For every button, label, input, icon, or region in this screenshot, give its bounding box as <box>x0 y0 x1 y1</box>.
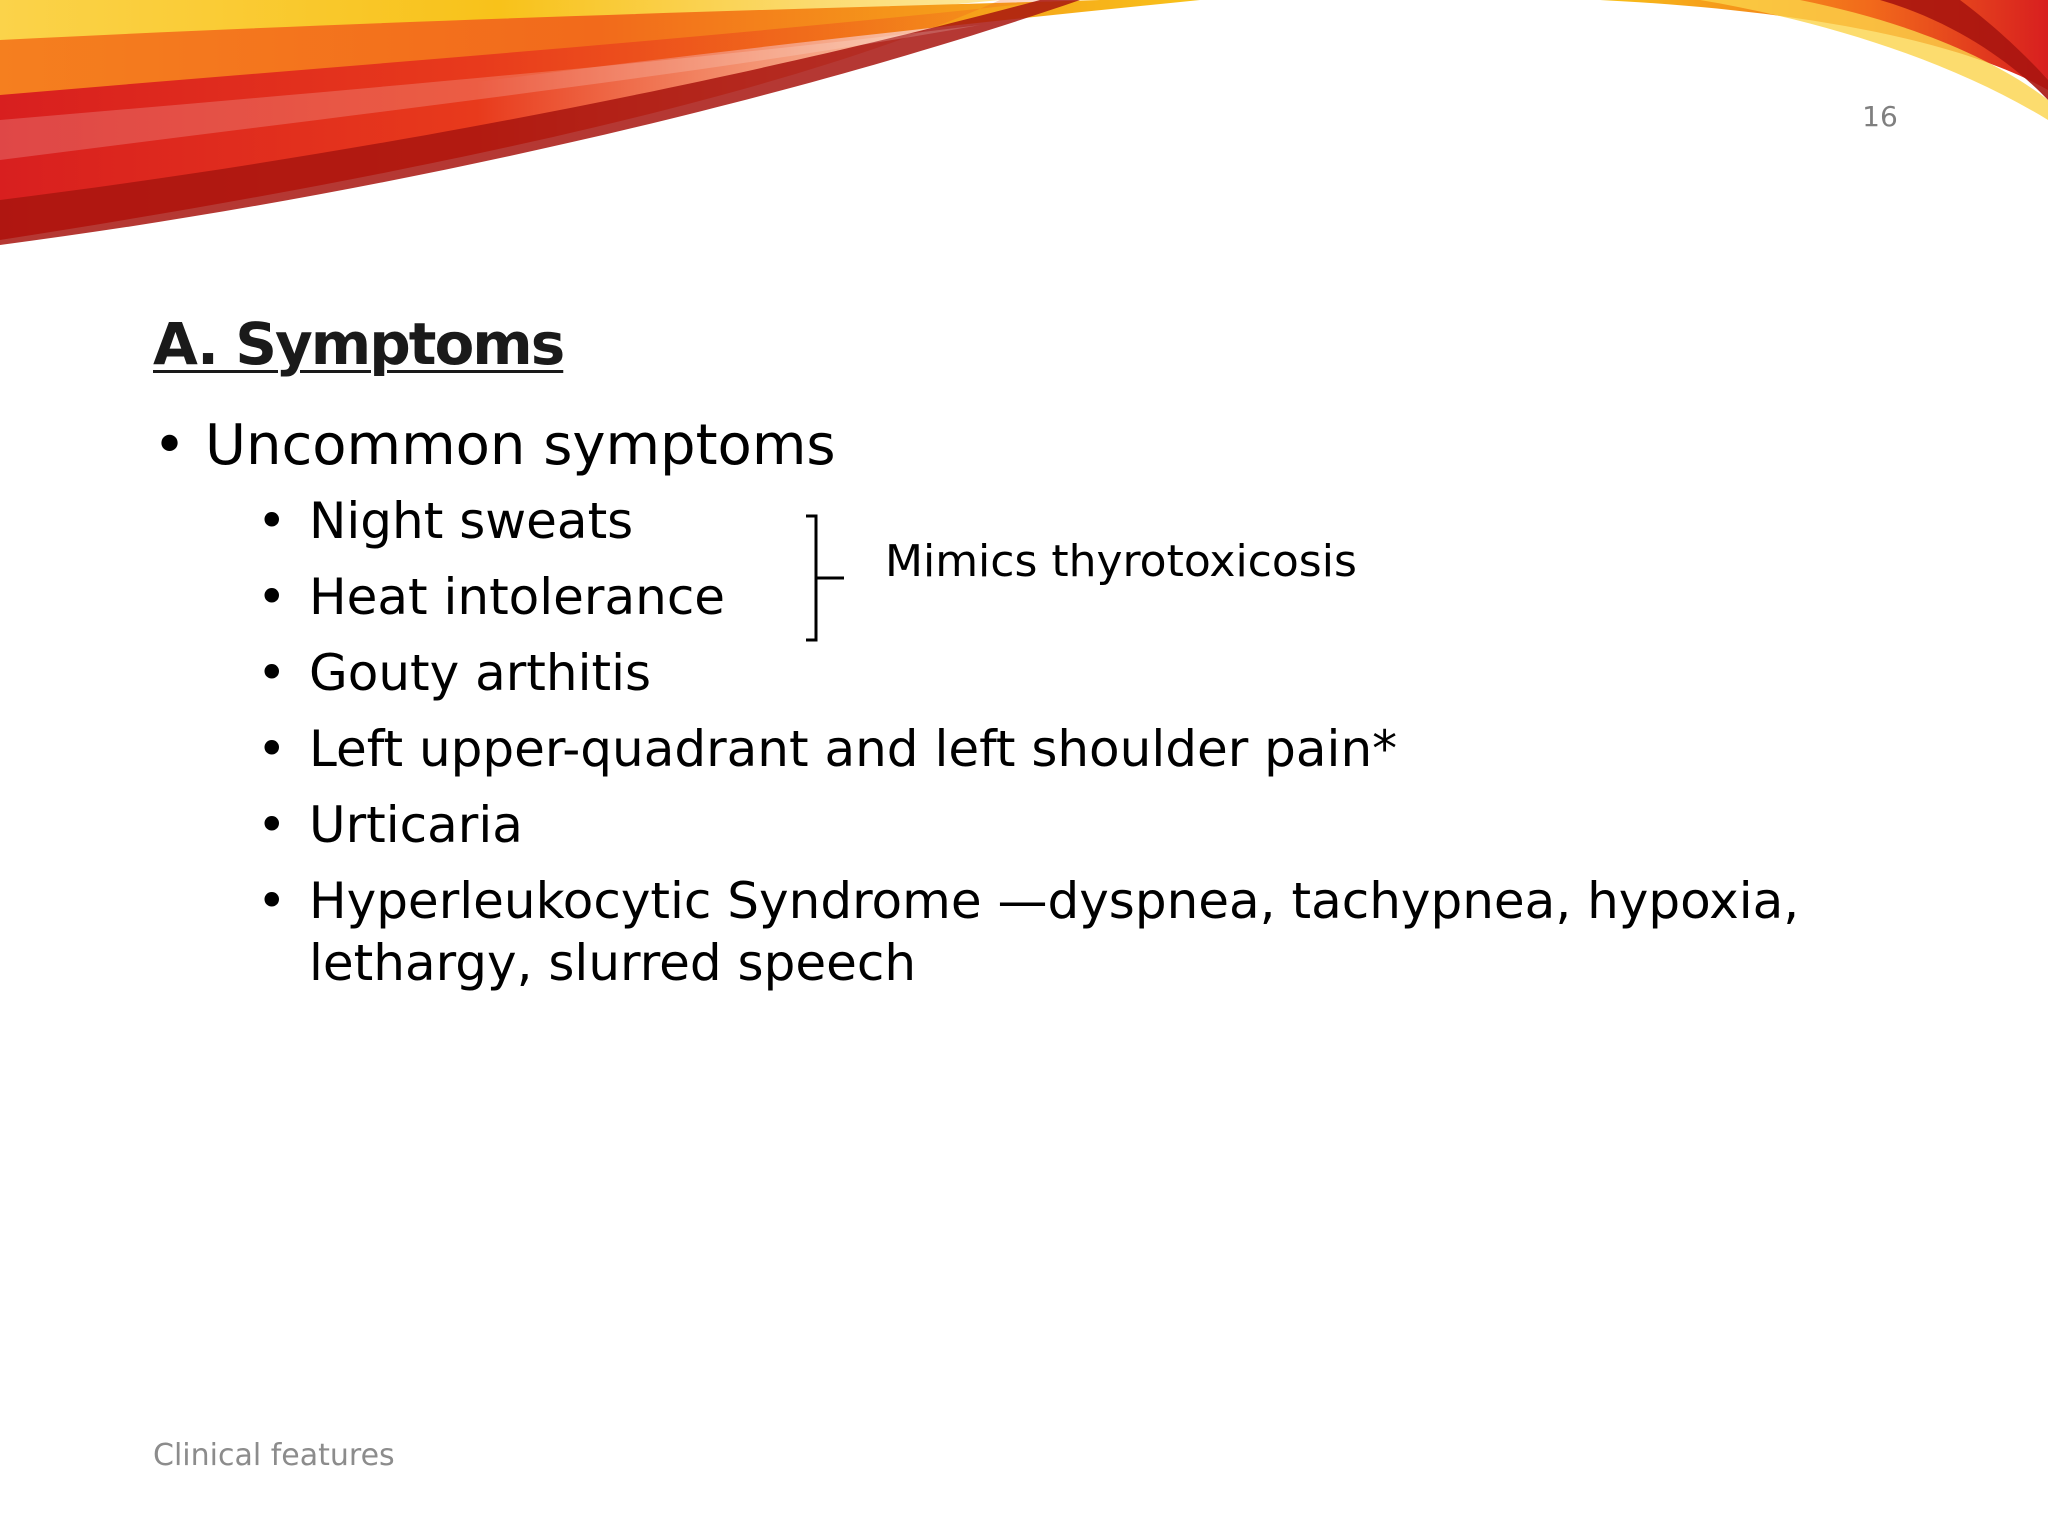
grouping-bracket-icon <box>800 512 850 644</box>
page-number: 16 <box>1862 100 1898 133</box>
main-bullet <box>153 412 836 480</box>
list-item: • Gouty arthitis <box>257 644 652 702</box>
bullet-icon: • <box>257 644 287 702</box>
list-item: • Left upper-quadrant and left shoulder pain* <box>257 720 1398 778</box>
bullet-icon: • <box>257 492 287 550</box>
decorative-swoosh-banner <box>0 0 2048 260</box>
list-item: • Night sweats <box>257 492 634 550</box>
bullet-icon: • <box>257 568 287 626</box>
bullet-icon: • <box>257 796 287 854</box>
list-item: • Urticaria <box>257 796 523 854</box>
main-bullet-text: Uncommon symptoms <box>205 413 836 478</box>
slide-footer: Clinical features <box>153 1438 395 1473</box>
bullet-icon: • <box>153 413 187 478</box>
list-item: • Hyperleukocytic Syndrome —dyspnea, tachypnea, hypoxia, lethargy, slurred speech <box>257 872 1800 992</box>
bullet-icon: • <box>257 872 287 930</box>
bracket-annotation: Mimics thyrotoxicosis <box>885 536 1357 587</box>
slide-title: A. Symptoms <box>153 310 564 378</box>
bullet-icon: • <box>257 720 287 778</box>
list-item: • Heat intolerance <box>257 568 726 626</box>
